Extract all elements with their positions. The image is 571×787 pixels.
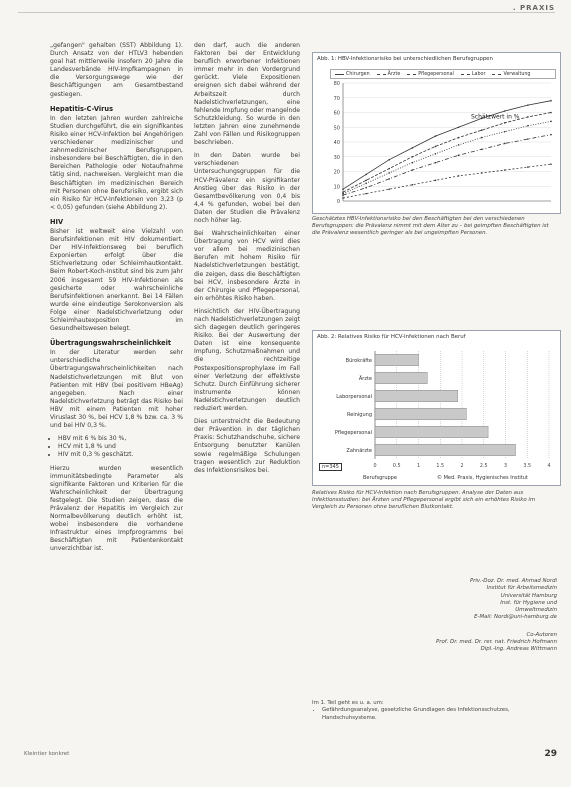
paragraph: den darf, auch die anderen Faktoren bei der Entwicklung beruflich erworbener Infektionen immer mehr in den Vordergrund gerückt. Viele Expositionen ereignen sich dabei während der Arbeitszeit durch Nadelstichverletzungen, eine fehlende Impfung oder mangelnde Schutzkleidung. So wurde in den letzten Jahren eine zunehmende Zahl von Fällen und Risikogruppen beschrieben. (194, 42, 301, 147)
x-tick-label: 1.5 (436, 464, 445, 469)
paragraph: Dies unterstreicht die Bedeutung der Prävention in der täglichen Praxis: Schutzhandschuhe, sichere Entsorgung benutzter Kanülen sowie regelmäßige Schulungen tragen wesentlich zur Reduktion des Infektionsrisikos bei. (194, 418, 300, 474)
data-point (504, 122, 506, 124)
data-point (481, 137, 483, 139)
data-point (504, 131, 506, 133)
bar (375, 444, 516, 456)
data-point (550, 100, 552, 102)
data-point (458, 144, 460, 146)
data-point (365, 180, 367, 182)
page-number: 29 (544, 749, 557, 759)
data-point (550, 163, 552, 165)
data-point (365, 187, 367, 189)
data-point (527, 116, 529, 118)
reference-intro: Im 1. Teil geht es u. a. um: (312, 700, 384, 706)
section-label: . PRAXIS (512, 4, 555, 12)
text-column-1 (50, 42, 183, 559)
author-line: Priv.-Doz. Dr. med. Ahmad Nordi (469, 578, 557, 584)
data-point (412, 162, 414, 164)
data-point (458, 126, 460, 128)
category-label: Laborpersonal (336, 394, 372, 400)
data-point (550, 121, 552, 123)
x-tick-label: 2 (460, 464, 464, 469)
data-point (365, 183, 367, 185)
reference-item: • Gefährdungsanalyse, gesetzliche Grundlagen des Infektionsschutzes, Handschuhsysteme. (322, 707, 552, 722)
paragraph: Bisher ist weltweit eine Vielzahl von Berufsinfektionen mit HIV dokumentiert. Der HIV-Infektionsweg bei beruflich Exponierten erfolgt über die Stichverletzung oder Schleimhautkontakt. Beim Robert-Koch-Institut sind bis zum Jahr 2006 insgesamt 59 HIV-Infektionen als gesicherte oder wahrscheinliche Berufsinfektionen anerkannt. Bei 14 Fällen wurde eine eindeutige Serokonversion als Folge einer Nadelstichverletzung oder Schleimhautexposition im Gesundheitswesen belegt. (50, 227, 183, 333)
y-tick-label: 60 (333, 110, 340, 117)
y-tick-label: 30 (333, 154, 340, 161)
figure-1-chart (313, 53, 560, 213)
figure-2-legend-a: Berufsgruppe (363, 475, 397, 481)
data-point (388, 188, 390, 190)
bar (375, 372, 427, 384)
bar (375, 390, 458, 402)
figure-2-chart (313, 331, 560, 485)
text-column-2 (194, 42, 300, 480)
legend-label: Ärzte (387, 71, 401, 77)
data-point (435, 162, 437, 164)
data-point (388, 159, 390, 161)
data-point (435, 146, 437, 148)
author-line: Umweltmedizin (515, 607, 557, 614)
author-line: Institut für Arbeitsmedizin (486, 585, 557, 592)
paragraph: „gefangen" gehalten (SST) Abbildung 1). Durch Ansatz von der HTLV3 hebenden goal hat mittlerweile insofern 20 Jahre die Landesverbände HIV-Impfkampagnen in die Versorgungswege wie der Beschäftigungen am Gesamtbestand gestiegen. (50, 42, 183, 98)
data-point (458, 137, 460, 139)
data-point (412, 184, 414, 186)
section-heading: Übertragungswahrscheinlichkeit (50, 339, 172, 348)
legend-label: Verwaltung (503, 71, 531, 77)
figure-2-caption: Relatives Risiko für HCV-Infektion nach Berufsgruppen. Analyse der Daten aus Infektionsstudien: bei Ärzten und Pflegepersonal ergibt sich ein erhöhtes Risiko im Vergleich zu Personen ohne beruflichen Blutkontakt. (312, 490, 536, 510)
data-point (388, 172, 390, 174)
data-point (550, 134, 552, 136)
data-point (504, 110, 506, 112)
data-point (527, 125, 529, 127)
data-point (342, 194, 344, 196)
data-point (388, 168, 390, 170)
y-tick-label: 80 (333, 81, 340, 87)
data-point (412, 147, 414, 149)
legend-label: Labor (471, 71, 486, 77)
data-point (388, 178, 390, 180)
co-author-line: Prof. Dr. med. Dr. rer. nat. Friedrich Hofmann (436, 639, 557, 646)
figure-2-legend-b: © Med. Praxis, Hygienisches Institut (437, 475, 528, 481)
section-heading: Hepatitis-C-Virus (50, 104, 114, 113)
figure-1-caption: Geschätztes HBV-Infektionsrisiko bei den Beschäftigten bei den verschiedenen Berufsgruppen: die Prävalenz nimmt mit dem Alter zu – bei geimpften Beschäftigten ist die Prävalenz wesentlich geringer als bei ungeimpften Personen. (312, 216, 549, 236)
y-tick-label: 20 (333, 169, 340, 176)
data-point (504, 143, 506, 145)
paragraph: In den Daten wurde bei verschiedenen Untersuchungsgruppen für die HCV-Prävalenz ein signifikanter Anstieg über das Risiko in der Gesamtbevölkerung von 0,4 bis 4,4 % gefunden, wobei bei den Daten der Studien die Prävalenz noch höher lag. (194, 152, 300, 224)
x-tick-label: 3.5 (523, 464, 532, 469)
bar (375, 426, 488, 438)
author-email: E-Mail: Nordi@uni-hamburg.de (474, 614, 557, 621)
data-point (342, 193, 344, 195)
x-tick-label: 3 (503, 464, 508, 469)
figure-1-title: Abb. 1: HBV-Infektionsrisiko bei unterschiedlichen Berufsgruppen (317, 56, 493, 62)
paragraph: Hinsichtlich der HIV-Übertragung nach Nadelstichverletzungen zeigt sich dagegen deutlich geringeres Risiko. Bei der Auswertung der Daten ist eine konsequente Impfung, Schutzmaßnahmen und die rechtzeitige Postexpositionsprophylaxe im Fall einer Verletzung der effektivste Schutz. Durch Einführung sicherer Instrumente können Nadelstichverletzungen deutlich reduziert werden. (194, 307, 300, 413)
x-tick-label: 0 (373, 464, 377, 469)
category-label: Bürokräfte (345, 358, 372, 364)
figure-2-box (312, 330, 561, 486)
bar (375, 354, 419, 366)
data-point (342, 188, 344, 190)
x-tick-label: 2.5 (479, 464, 488, 469)
bullet-list (58, 435, 183, 459)
category-label: Zahnärzte (346, 448, 372, 454)
paragraph: In der Literatur werden sehr unterschiedliche Übertragungswahrscheinlichkeiten nach Nadelstichverletzungen mit Blut von Patienten mit HBV (bei positivem HBeAg) angegeben. Nach einer Nadelstichverletzung beträgt das Risiko bei HBV mit einem Patienten mit hoher Viruslast 30 %, bei HCV 1,8 % bzw. ca. 3 % und bei HIV 0,3 %. (50, 349, 183, 430)
y-tick-label: 50 (333, 125, 340, 132)
paragraph: Hierzu wurden wesentlich immunitätsbedingte Parameter als signifikante Faktoren und Kriterien für die Wahrscheinlichkeit der Übertragung festgelegt. Die Studien zeigen, dass die Prävalenz der Hepatitis im Vergleich zur Normalbevölkerung deutlich erhöht ist, wobei insbesondere die vorhandene Infrastruktur eines Impfprogramms bei Beschäftigten mit Patientenkontakt unverzichtbar ist. (50, 464, 183, 553)
author-line: Universität Hamburg (500, 592, 557, 599)
co-author-line: Dipl.-Ing. Andreas Wittmann (480, 646, 557, 653)
data-point (504, 169, 506, 171)
reference-note (312, 700, 552, 722)
x-tick-label: 4 (547, 464, 551, 469)
x-tick-label: 1 (416, 464, 421, 469)
data-point (458, 175, 460, 177)
data-point (458, 154, 460, 156)
series-line (343, 113, 551, 193)
data-point (365, 174, 367, 176)
y-tick-label: 0 (336, 199, 340, 205)
author-line: Inst. für Hygiene und (500, 599, 557, 606)
paragraph: Bei Wahrscheinlichkeiten einer Übertragung von HCV wird dies vor allem bei medizinischen Berufen mit hohem Risiko für Nadelstichverletzungen bestätigt, die zeigen, dass die Beschäftigten bei HCV, insbesondere Ärzte in der Chirurgie und Pflegepersonal, ein erhöhtes Risiko haben. (194, 230, 300, 302)
bar (375, 408, 466, 420)
data-point (481, 129, 483, 131)
data-point (435, 153, 437, 155)
figure-1-box (312, 52, 561, 214)
data-point (412, 156, 414, 158)
category-label: Reinigung (347, 412, 372, 418)
list-item: • HCV mit 1,8 % und (58, 443, 183, 451)
series-line (343, 121, 551, 193)
y-tick-label: 70 (333, 95, 340, 102)
data-point (435, 135, 437, 137)
legend-label: Chirurgen (346, 71, 370, 77)
list-item: • HIV mit 0,3 % geschätzt. (58, 451, 183, 459)
data-point (365, 193, 367, 195)
figure-2-title: Abb. 2: Relatives Risiko für HCV-Infektionen nach Beruf (317, 334, 466, 340)
data-point (481, 172, 483, 174)
footer-publication: Kleintier konkret (24, 751, 70, 757)
x-tick-label: 0.5 (392, 464, 401, 469)
data-point (412, 169, 414, 171)
data-point (527, 138, 529, 140)
category-label: Ärzte (358, 376, 372, 382)
series-line (343, 101, 551, 190)
data-point (527, 104, 529, 106)
section-heading: HIV (50, 217, 64, 226)
data-point (435, 180, 437, 182)
category-label: Pflegepersonal (334, 430, 372, 436)
data-point (481, 149, 483, 151)
chart-annotation: Schätzwert in % (471, 113, 520, 121)
y-tick-label: 10 (333, 184, 340, 191)
sample-size-label: n=345 (319, 463, 342, 471)
data-point (342, 191, 344, 193)
data-point (550, 112, 552, 114)
legend-label: Pflegepersonal (418, 71, 454, 77)
author-block (436, 578, 557, 654)
y-tick-label: 40 (333, 140, 340, 146)
paragraph: In den letzten Jahren wurden zahlreiche Studien durchgeführt, die ein signifikantes Risiko einer HCV-Infektion bei Angehörigen verschiedener medizinischer und zahnmedizinischer Berufsgruppen, insbesondere bei Beschäftigten, die in den Bereichen Pathologie oder Notaufnahme tätig sind, nachweisen. Vergleicht man die Beschäftigten im medizinischen Bereich mit Personen ohne Berufsrisiko, ergibt sich ein Risiko für HCV-Infektionen von 3,23 (p < 0,05) gefunden (siehe Abbildung 2). (50, 114, 183, 211)
list-item: • HBV mit 6 % bis 30 %, (58, 435, 183, 443)
data-point (527, 166, 529, 168)
co-author-label: Co-Autoren (526, 631, 557, 638)
data-point (342, 197, 344, 199)
header-rule (18, 12, 555, 13)
